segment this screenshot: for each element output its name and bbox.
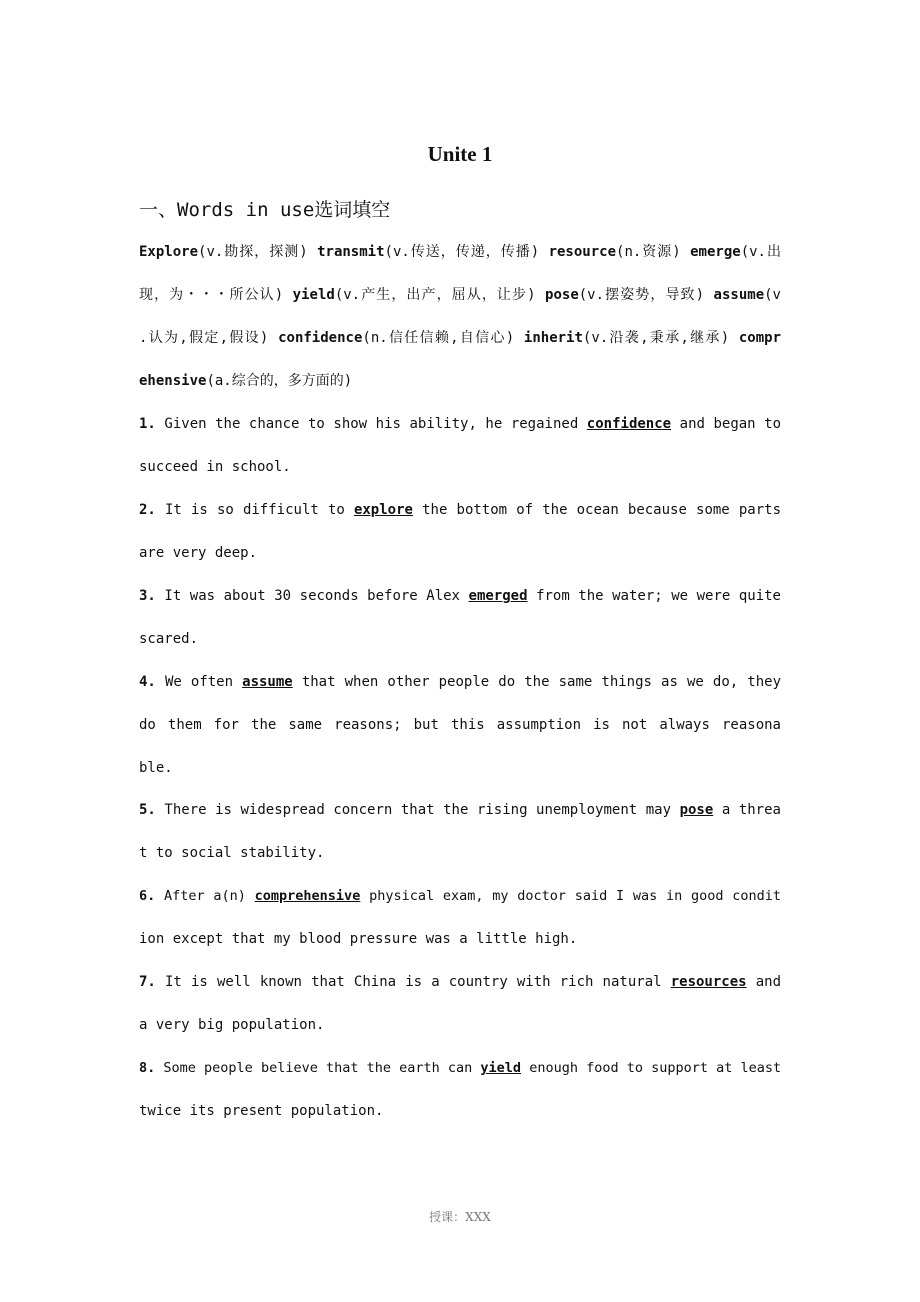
question-text: and began to	[679, 416, 781, 432]
question-text: Some people believe that the earth can	[163, 1060, 473, 1076]
question-text: Given the chance to show his ability, he regained	[164, 416, 579, 432]
question-7-line-2: a very big population.	[139, 1017, 325, 1033]
question-text: After a(n)	[164, 888, 246, 904]
word-bank-definition: 现，为・・・所公认)	[139, 287, 284, 303]
question-text: We often	[164, 674, 234, 690]
question-number: 4.	[139, 674, 156, 690]
question-text: physical exam, my doctor said I was in good	[369, 888, 724, 904]
question-number: 2.	[139, 502, 156, 518]
question-text: It was about 30 seconds before Alex	[164, 588, 460, 604]
answer-word: confidence	[586, 416, 672, 432]
word-bank-term: ehensive	[139, 373, 207, 389]
answer-word: yield	[480, 1060, 522, 1076]
word-bank-definition: .认为,假定,假设)	[139, 330, 269, 346]
word-bank-definition: (v.沿袭,秉承,继承)	[582, 330, 730, 346]
word-bank-term: assume	[713, 287, 765, 303]
word-bank-line-3	[139, 328, 781, 348]
answer-word: emerged	[468, 588, 528, 604]
word-bank-definition: (v	[764, 287, 781, 303]
question-4-line-2	[139, 715, 781, 735]
word-bank-line-4	[139, 371, 781, 391]
word-bank-definition: (v.产生，出产，屈从，让步)	[334, 287, 536, 303]
word-bank-definition: (v.传送，传递，传播)	[384, 244, 540, 260]
answer-word: comprehensive	[254, 888, 361, 904]
word-bank-term: emerge	[690, 244, 741, 260]
question-5-line-2: t to social stability.	[139, 845, 325, 861]
answer-word: resources	[670, 974, 747, 990]
question-1-line-1	[139, 414, 781, 434]
word-bank-term: compr	[738, 330, 782, 346]
word-bank-definition: (v.勘探，探测)	[198, 244, 308, 260]
question-8-line-1	[139, 1058, 781, 1078]
question-number: 8.	[139, 1060, 156, 1076]
question-7-line-1	[139, 972, 781, 992]
question-3-line-2: scared.	[139, 631, 199, 647]
page-footer: 授课：XXX	[429, 1210, 491, 1224]
question-number: 5.	[139, 802, 156, 818]
question-text: enough food to support at least	[529, 1060, 782, 1076]
question-text: It is so difficult to	[165, 502, 345, 518]
question-text: do them for the same reasons; but this assumption is not always	[139, 717, 710, 733]
section-heading: 一、Words in use选词填空	[139, 199, 391, 221]
question-6-line-2: ion except that my blood pressure was a little high.	[139, 931, 578, 947]
word-bank-term: transmit	[317, 244, 385, 260]
question-2-line-1	[139, 500, 781, 520]
question-text: and	[755, 974, 782, 990]
word-bank-definition: (v.摆姿势，导致)	[578, 287, 705, 303]
question-text: a	[721, 802, 731, 818]
word-bank-term: inherit	[523, 330, 583, 346]
word-bank-line-2	[139, 285, 781, 305]
word-bank-term: resource	[548, 244, 617, 260]
question-5-line-1	[139, 800, 781, 820]
answer-word: assume	[242, 674, 293, 690]
word-bank-definition: (v.出	[740, 244, 781, 260]
word-bank-line-1	[139, 242, 781, 262]
question-text: reasona	[721, 717, 781, 733]
page-title: Unite 1	[427, 142, 493, 166]
word-bank-term: confidence	[278, 330, 363, 346]
word-bank-term: Explore	[139, 244, 199, 260]
question-number: 1.	[139, 416, 156, 432]
word-bank-term: yield	[292, 287, 335, 303]
question-text: from the water; we were quite	[536, 588, 781, 604]
question-text: condit	[732, 888, 781, 904]
question-1-line-2: succeed in school.	[139, 459, 291, 475]
question-number: 7.	[139, 974, 156, 990]
question-text: It is well known that China is a country with rich natural	[165, 974, 662, 990]
question-text: There is widespread concern that the rising unemployment may	[164, 802, 672, 818]
word-bank-definition: (n.资源)	[616, 244, 681, 260]
question-6-line-1	[139, 886, 781, 906]
question-4-line-3: ble.	[139, 760, 173, 776]
question-text: that when other people do the same things as we do, they	[301, 674, 782, 690]
word-bank-definition: (n.信任信赖,自信心)	[362, 330, 515, 346]
question-2-line-2: are very deep.	[139, 545, 258, 561]
answer-word: explore	[353, 502, 413, 518]
question-text: threa	[738, 802, 781, 818]
question-3-line-1	[139, 586, 781, 606]
question-number: 6.	[139, 888, 156, 904]
question-4-line-1	[139, 672, 781, 692]
question-8-line-2: twice its present population.	[139, 1103, 384, 1119]
answer-word: pose	[679, 802, 714, 818]
question-number: 3.	[139, 588, 156, 604]
word-bank-term: pose	[545, 287, 579, 303]
word-bank-definition: (a.综合的，多方面的)	[206, 373, 353, 389]
question-text: the bottom of the ocean because some parts	[422, 502, 782, 518]
